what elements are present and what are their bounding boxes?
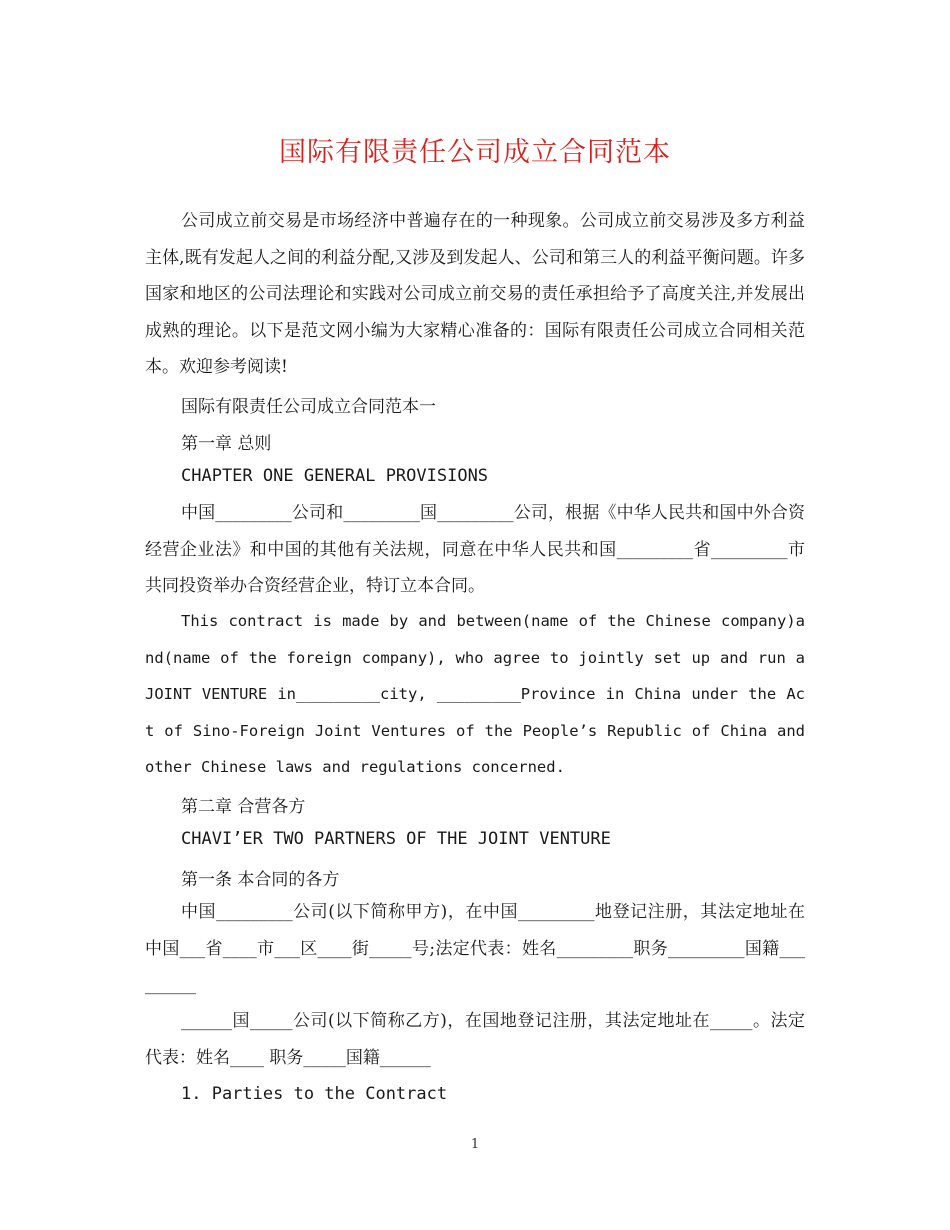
- article-one-heading-cn: 第一条 本合同的各方: [181, 870, 340, 890]
- document-title: 国际有限责任公司成立合同范本: [279, 137, 671, 168]
- page-number: 1: [470, 1137, 480, 1152]
- chapter-one-heading-en: CHAPTER ONE GENERAL PROVISIONS: [181, 466, 489, 486]
- party-b-paragraph: ______国_____公司(以下简称乙方)，在国地登记注册，其法定地址在_____。法定代表：姓名____ 职务_____国籍______: [145, 1011, 805, 1068]
- party-a-paragraph: 中国_________公司(以下简称甲方)，在中国_________地登记注册，其法定地址在中国___省____市___区____街_____号;法定代表：姓名_________职务_________国籍_________: [145, 902, 805, 995]
- intro-paragraph: 公司成立前交易是市场经济中普遍存在的一种现象。公司成立前交易涉及多方利益主体,既有发起人之间的利益分配,又涉及到发起人、公司和第三人的利益平衡问题。许多国家和地区的公司法理论和实践对公司成立前交易的责任承担给予了高度关注,并发展出成熟的理论。以下是范文网小编为大家精心准备的：国际有限责任公司成立合同相关范本。欢迎参考阅读!: [145, 211, 805, 377]
- chapter-two-heading-en: CHAVI’ER TWO PARTNERS OF THE JOINT VENTURE: [181, 829, 611, 849]
- chapter-two-heading-cn: 第二章 合营各方: [181, 797, 306, 817]
- paragraph-one-en: This contract is made by and between(name of the Chinese company)and(name of the foreign company), who agree to jointly set up and run a JOINT VENTURE in_________city, _________Province in China under the Act of Sino-Foreign Joint Ventures of the People’s Republic of China and other Chinese laws and regulations concerned.: [145, 612, 805, 777]
- paragraph-one-cn: 中国_________公司和_________国_________公司，根据《中华人民共和国中外合资经营企业法》和中国的其他有关法规，同意在中华人民共和国_________省_________市共同投资举办合资经营企业，特订立本合同。: [145, 503, 805, 596]
- sample-heading: 国际有限责任公司成立合同范本一: [181, 397, 436, 417]
- chapter-one-heading-cn: 第一章 总则: [181, 434, 272, 454]
- article-one-heading-en: 1. Parties to the Contract: [181, 1084, 448, 1104]
